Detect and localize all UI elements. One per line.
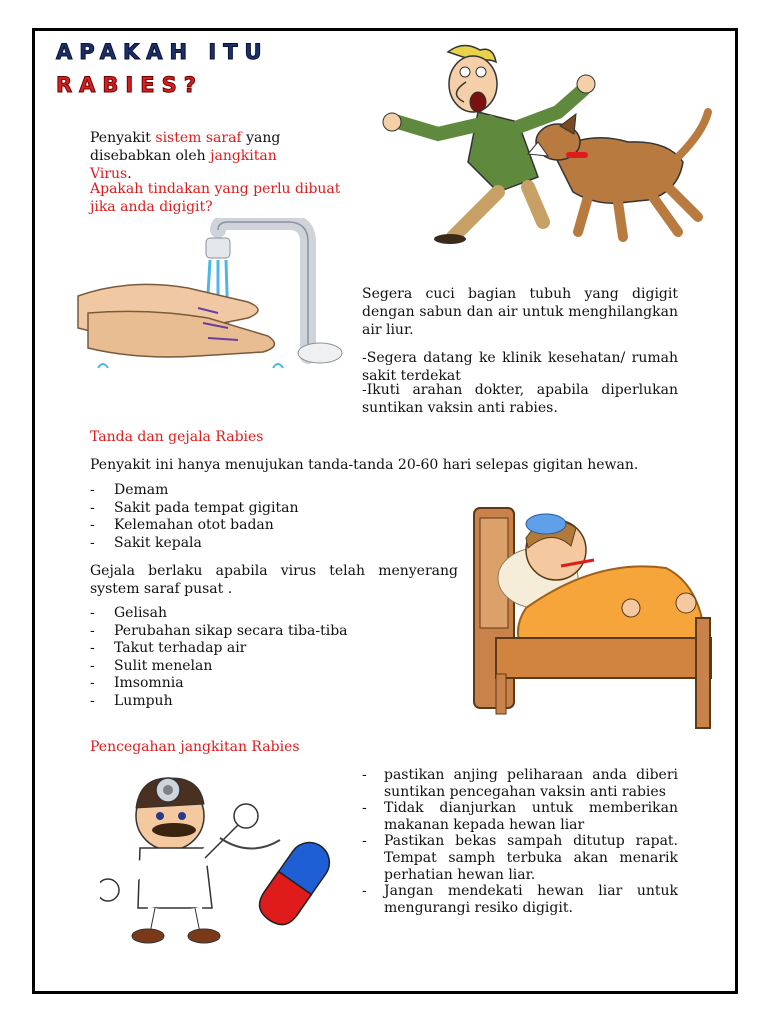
list-item: - Perubahan sikap secara tiba-tiba: [90, 623, 390, 641]
question-heading: Apakah tindakan yang perlu dibuat jika anda digigit?: [90, 181, 341, 215]
early-symptoms-list: [90, 482, 390, 552]
sick-child-in-bed-illustration: [466, 488, 721, 738]
list-item: - Sulit menelan: [90, 658, 390, 676]
intro-red-1: sistem saraf: [155, 130, 242, 146]
list-item: - Imsomnia: [90, 675, 390, 693]
list-item: - Demam: [90, 482, 390, 500]
list-item: - Lumpuh: [90, 693, 390, 711]
prevention-list: [362, 767, 678, 916]
action-wash-text: Segera cuci bagian tubuh yang digigit dengan sabun dan air untuk menghilangkan air liur.: [362, 286, 678, 338]
prevention-heading: Pencegahan jangkitan Rabies: [90, 739, 300, 755]
signs-heading: Tanda dan gejala Rabies: [90, 429, 264, 445]
signs-intro: Penyakit ini hanya menujukan tanda-tanda 20-60 hari selepas gigitan hewan.: [90, 457, 639, 473]
list-item: - Takut terhadap air: [90, 640, 390, 658]
action-doctor-text: -Ikuti arahan dokter, apabila diperlukan suntikan vaksin anti rabies.: [362, 382, 678, 416]
list-item: - Kelemahan otot badan: [90, 517, 390, 535]
cns-text: Gejala berlaku apabila virus telah menyerang system saraf pusat .: [90, 563, 458, 597]
list-item: - pastikan anjing peliharaan anda diberi suntikan pencegahan vaksin anti rabies: [362, 767, 678, 800]
scared-man-dog-illustration: [378, 42, 718, 247]
list-item: - Gelisah: [90, 605, 390, 623]
list-item: - Sakit kepala: [90, 535, 390, 553]
list-item: - Sakit pada tempat gigitan: [90, 500, 390, 518]
intro-red-2: jangkitan Virus: [90, 148, 277, 182]
intro-text: Penyakit sistem saraf yang disebabkan oleh jangkitan Virus.: [90, 130, 281, 182]
hand-washing-tap-illustration: [68, 218, 353, 380]
title-line-1: APAKAH ITU: [56, 40, 269, 64]
action-clinic-text: -Segera datang ke klinik kesehatan/ rumah sakit terdekat: [362, 350, 678, 384]
title-line-2: RABIES?: [56, 73, 203, 97]
list-item: - Pastikan bekas sampah ditutup rapat. Tempat samph terbuka akan menarik perhatian hewan liar.: [362, 833, 678, 883]
doctor-with-pill-illustration: [100, 768, 335, 953]
list-item: - Tidak dianjurkan untuk memberikan makanan kepada hewan liar: [362, 800, 678, 833]
late-symptoms-list: [90, 605, 390, 710]
list-item: - Jangan mendekati hewan liar untuk mengurangi resiko digigit.: [362, 883, 678, 916]
